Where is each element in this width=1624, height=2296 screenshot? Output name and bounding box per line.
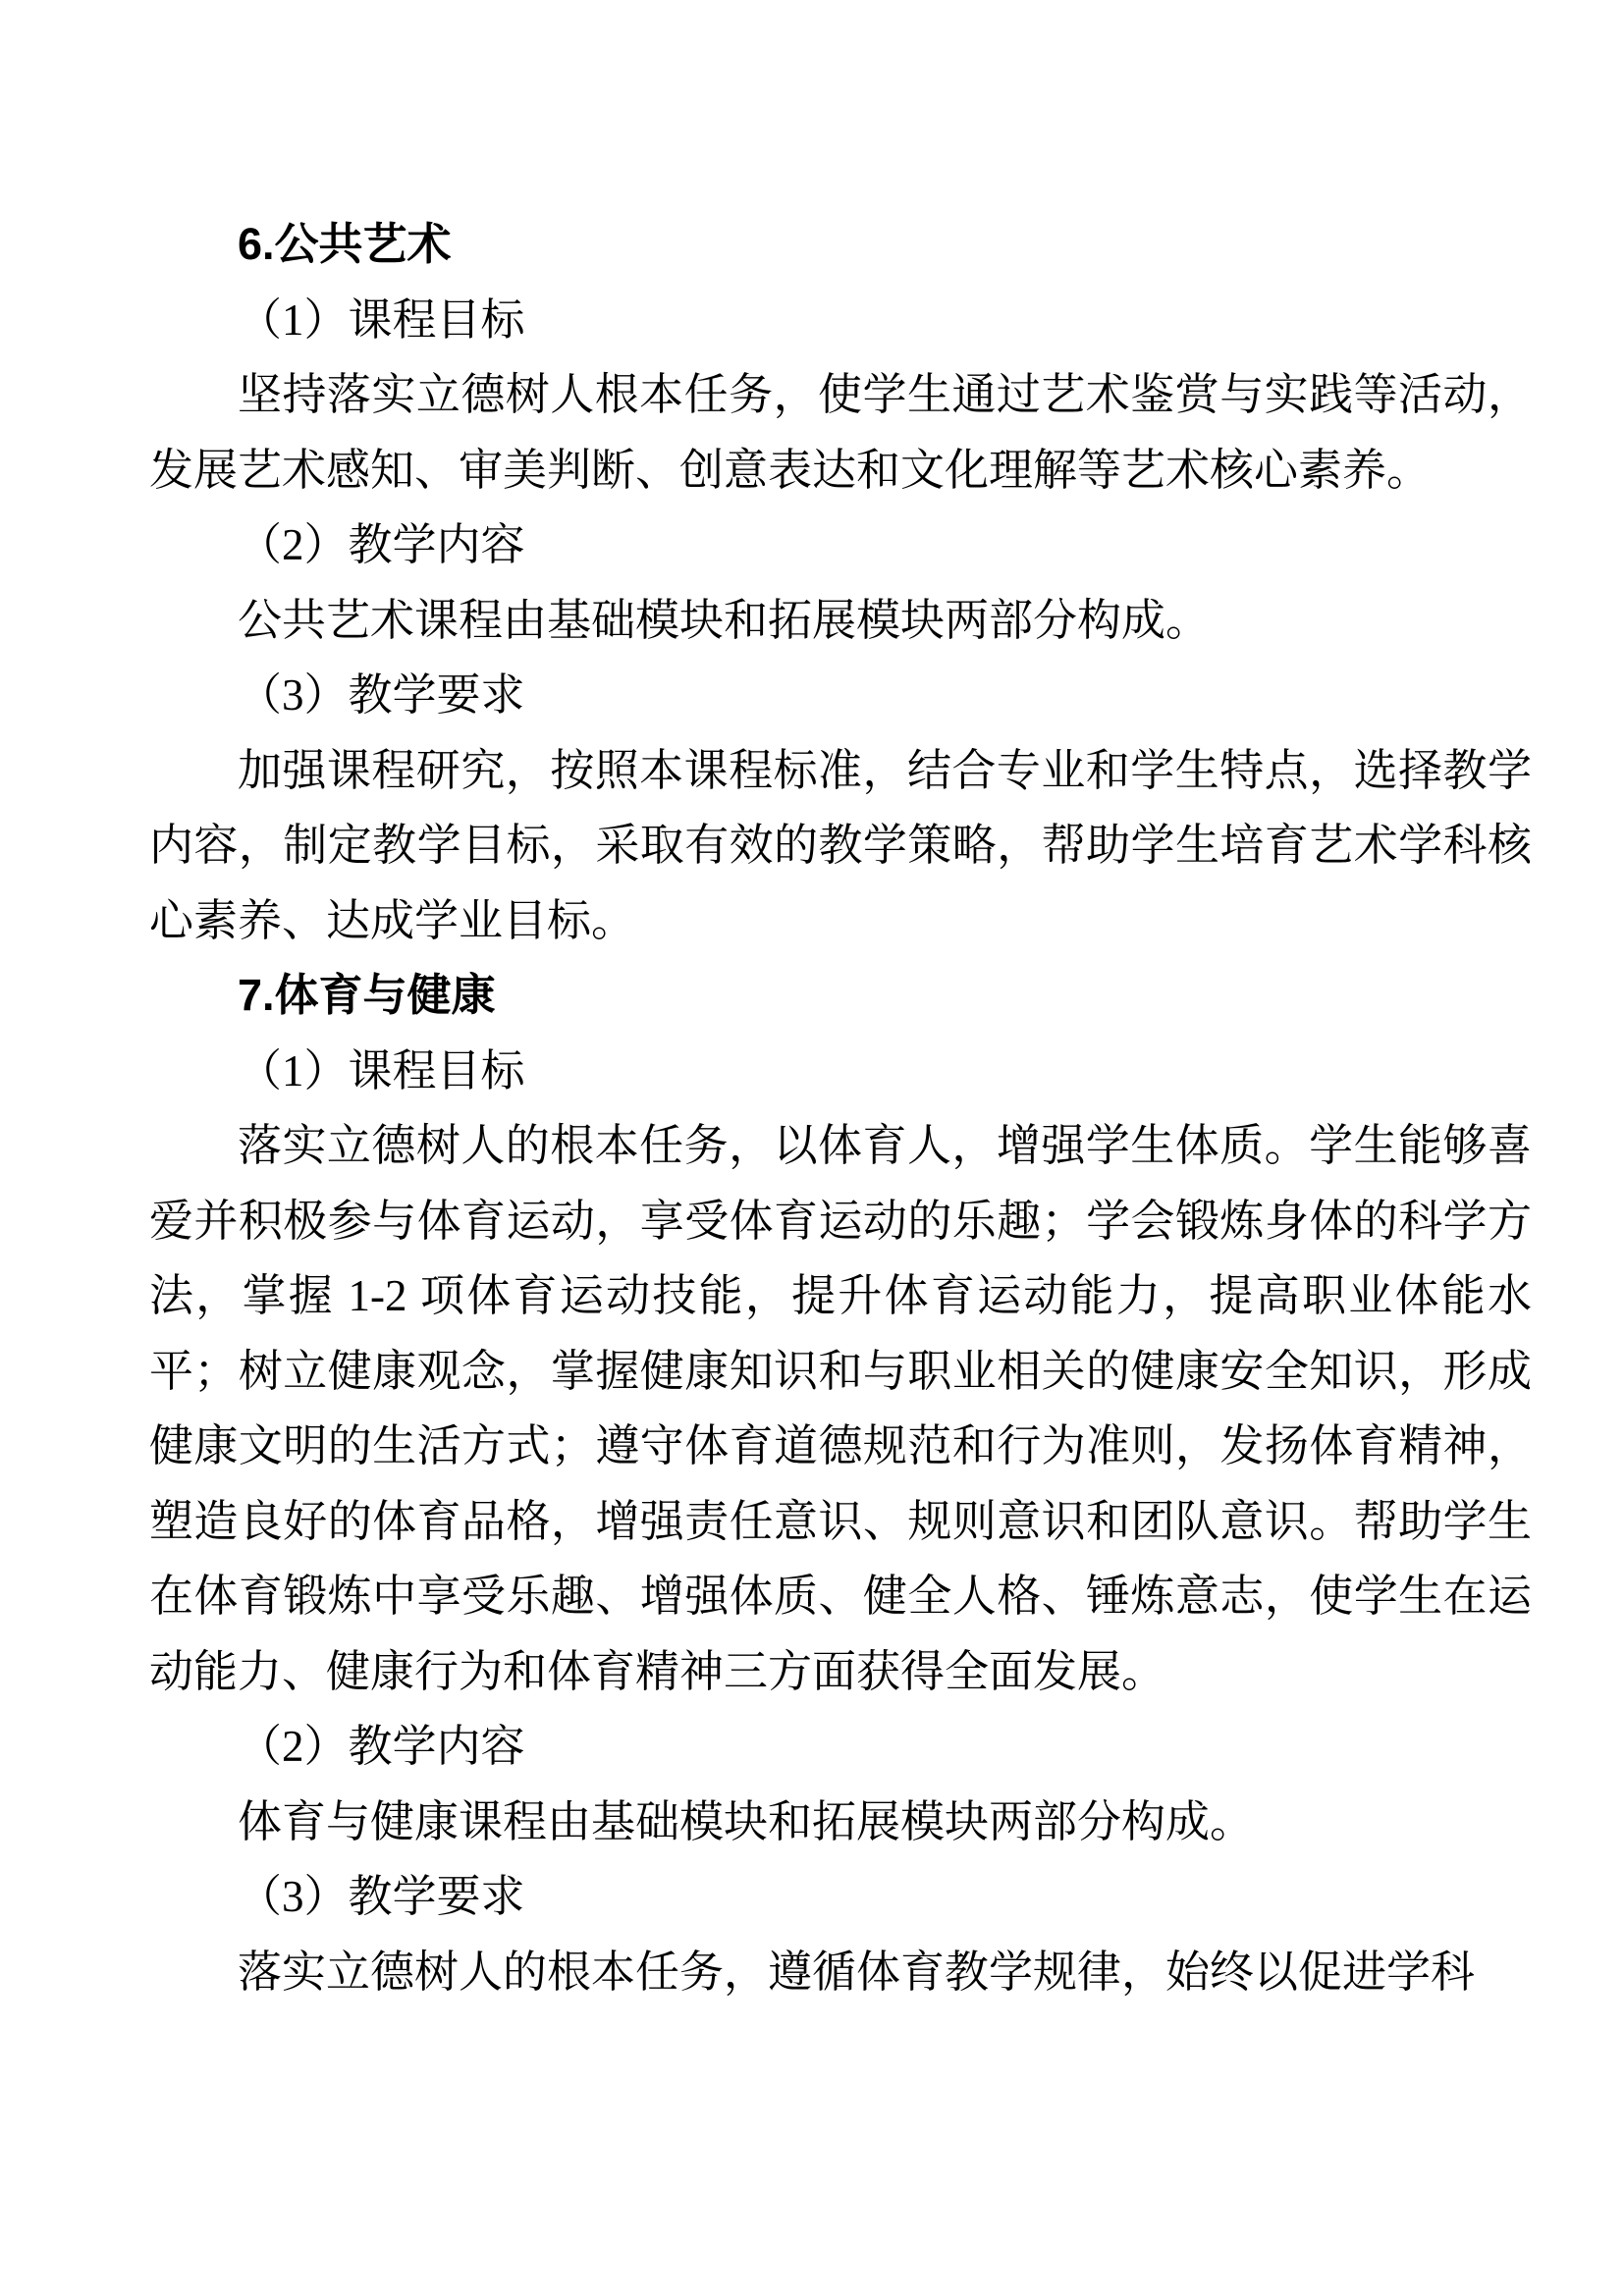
paragraph: 公共艺术课程由基础模块和拓展模块两部分构成。 — [238, 595, 1211, 645]
clause-heading: （1）课程目标 — [238, 1045, 525, 1095]
clause-heading: （1）课程目标 — [238, 294, 525, 345]
section-heading: 7.体育与健康 — [238, 970, 496, 1020]
paragraph: 落实立德树人的根本任务，遵循体育教学规律，始终以促进学科 — [238, 1947, 1476, 1997]
clause-heading: （3）教学要求 — [238, 1872, 525, 1921]
clause-heading: （2）教学内容 — [238, 520, 525, 569]
document-content — [149, 207, 1532, 2009]
section-heading: 6.公共艺术 — [238, 219, 452, 269]
paragraph: 加强课程研究，按照本课程标准，结合专业和学生特点，选择教学内容，制定教学目标，采取有效的教学策略，帮助学生培育艺术学科核心素养、达成学业目标。 — [149, 745, 1532, 945]
paragraph: 坚持落实立德树人根本任务，使学生通过艺术鉴赏与实践等活动，发展艺术感知、审美判断、创意表达和文化理解等艺术核心素养。 — [149, 370, 1532, 495]
clause-heading: （2）教学内容 — [238, 1722, 525, 1771]
clause-heading: （3）教学要求 — [238, 670, 525, 720]
paragraph: 体育与健康课程由基础模块和拓展模块两部分构成。 — [238, 1796, 1255, 1846]
paragraph: 落实立德树人的根本任务，以体育人，增强学生体质。学生能够喜爱并积极参与体育运动，享受体育运动的乐趣；学会锻炼身体的科学方法，掌握 1-2 项体育运动技能，提升体育运动能力，提高职业体能水平；树立健康观念，掌握健康知识和与职业相关的健康安全知识，形成健康文明的生活方式；遵守体育道德规范和行为准则，发扬体育精神，塑造良好的体育品格，增强责任意识、规则意识和团队意识。帮助学生在体育锻炼中享受乐趣、增强体质、健全人格、锤炼意志，使学生在运动能力、健康行为和体育精神三方面获得全面发展。 — [149, 1121, 1532, 1696]
